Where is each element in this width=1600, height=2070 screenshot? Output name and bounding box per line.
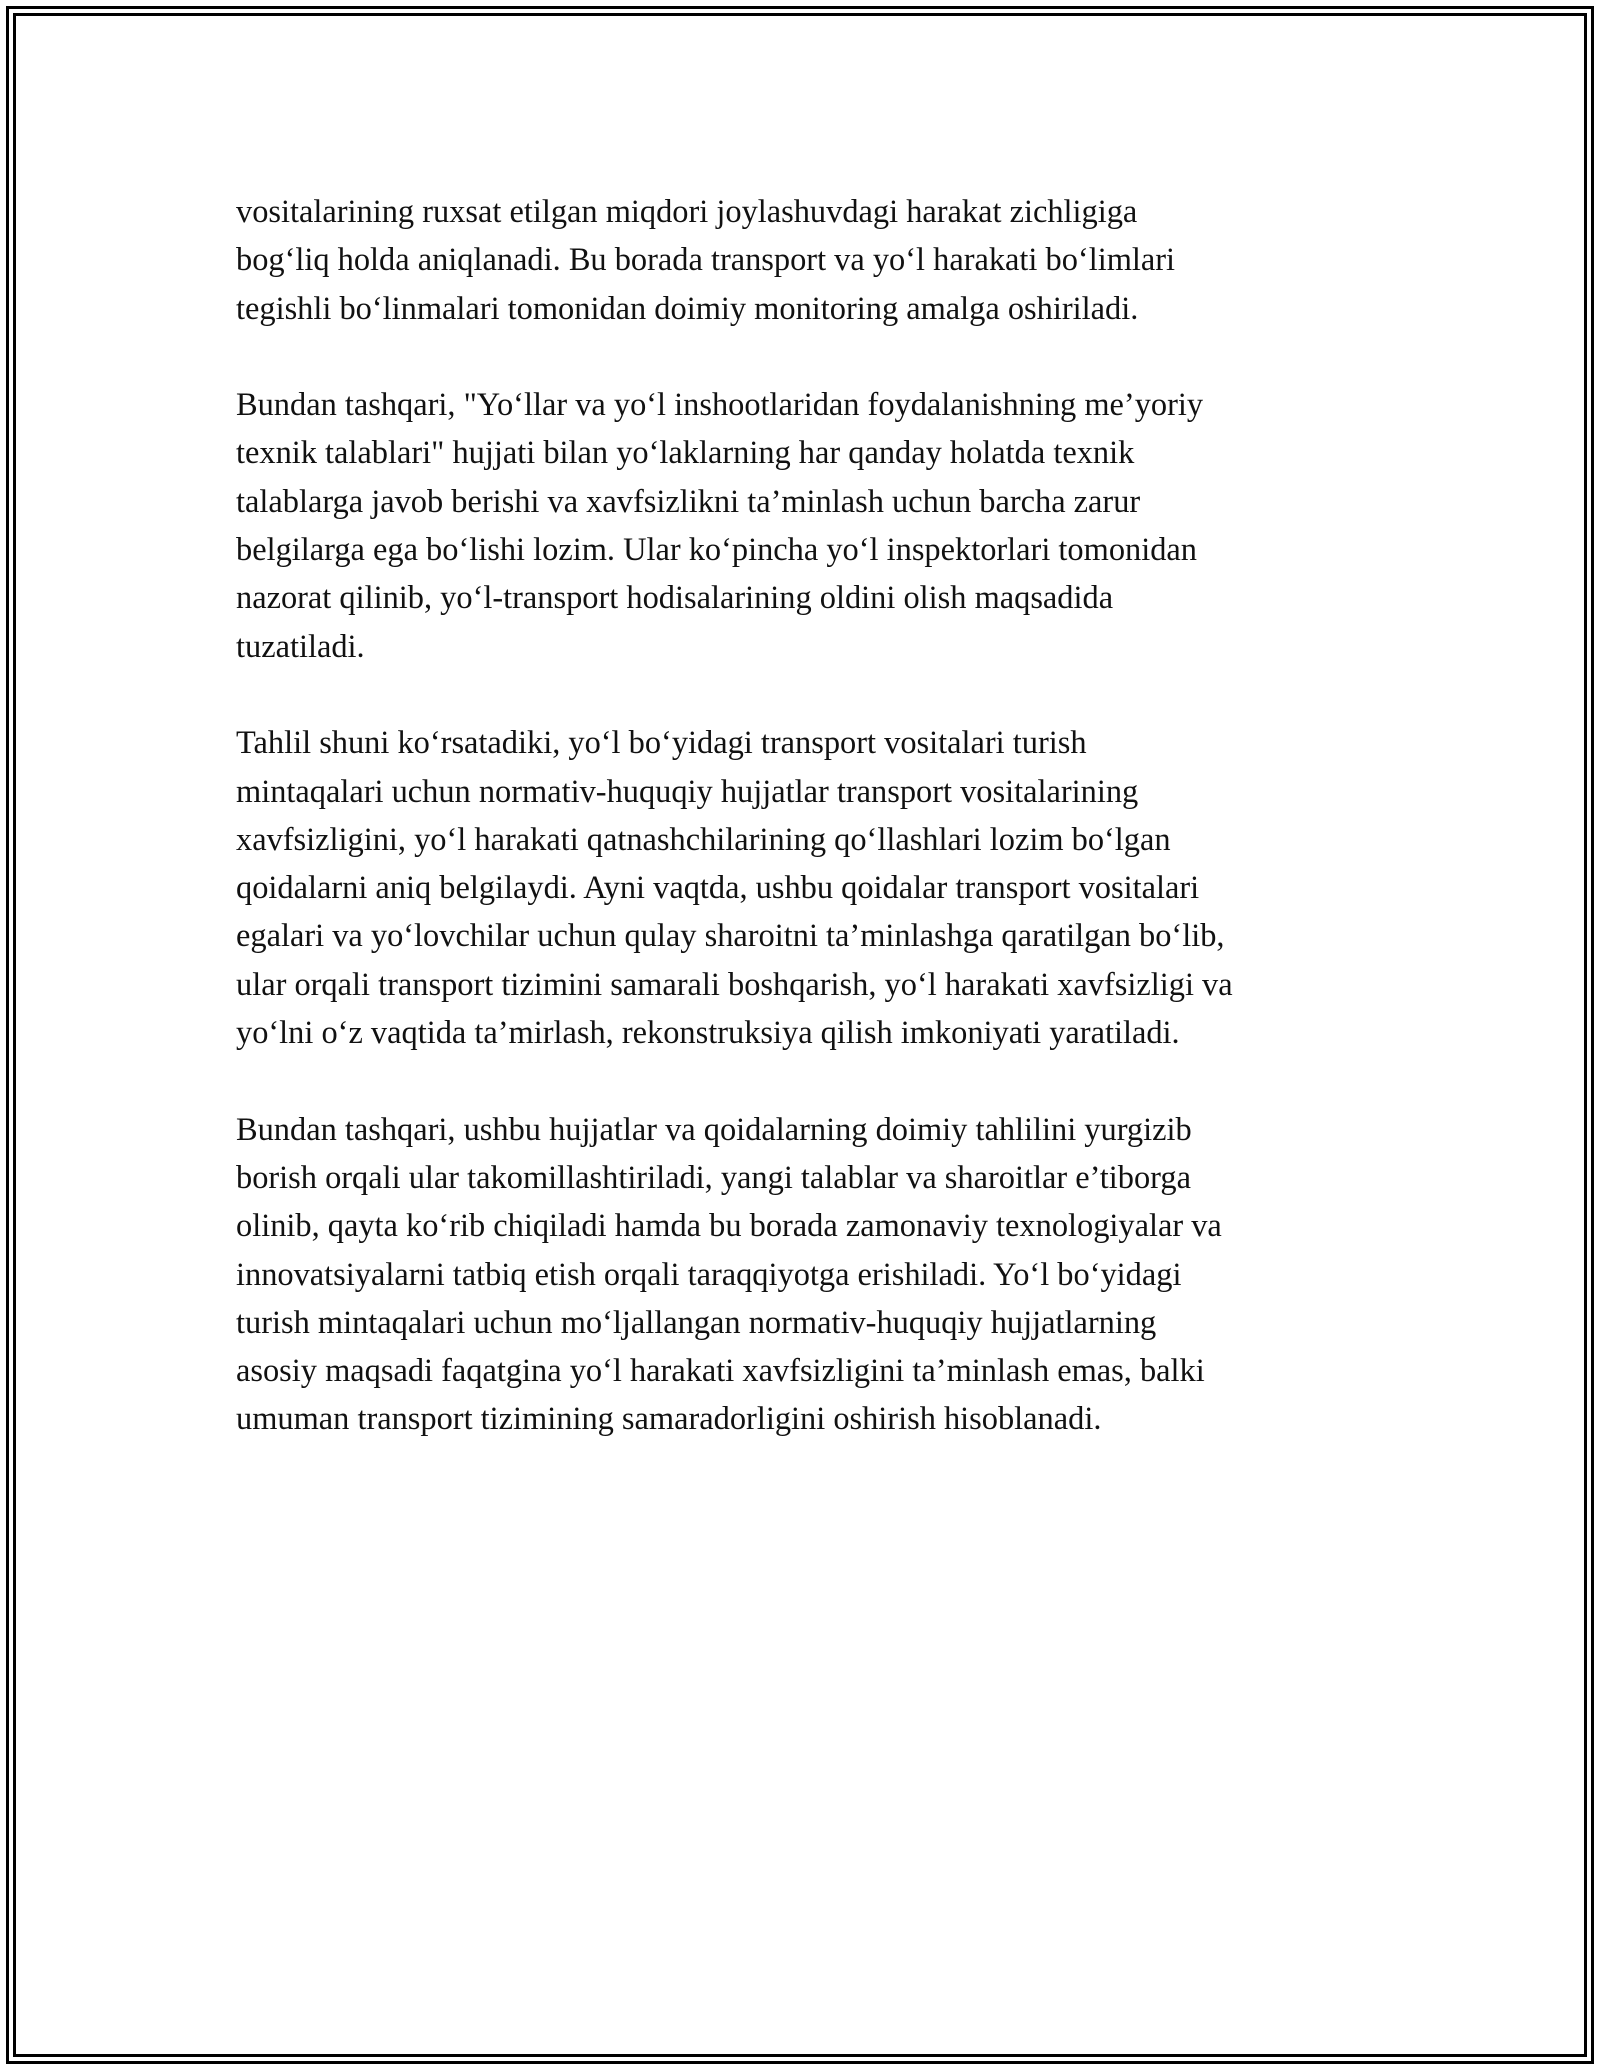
text-line: mintaqalari uchun normativ-huquqiy hujjatlar transport vositalarining [236, 773, 1139, 810]
paragraph-4 [236, 1106, 1396, 1444]
text-line: qoidalarni aniq belgilaydi. Ayni vaqtda, ushbu qoidalar transport vositalari [236, 870, 1200, 907]
text-line: texnik talablari" hujjati bilan yo‘laklarning har qanday holatda texnik [236, 435, 1135, 472]
text-line: talablarga javob berishi va xavfsizlikni ta’minlash uchun barcha zarur [236, 483, 1141, 520]
paragraph-3 [236, 719, 1396, 1057]
text-line: asosiy maqsadi faqatgina yo‘l harakati xavfsizligini ta’minlash emas, balki [236, 1353, 1205, 1390]
text-line: olinib, qayta ko‘rib chiqiladi hamda bu borada zamonaviy texnologiyalar va [236, 1208, 1222, 1245]
text-line: xavfsizligini, yo‘l harakati qatnashchilarining qo‘llashlari lozim bo‘lgan [236, 821, 1171, 858]
text-line: Bundan tashqari, "Yo‘llar va yo‘l inshootlaridan foydalanishning me’yoriy [236, 387, 1204, 424]
text-line: yo‘lni o‘z vaqtida ta’mirlash, rekonstruksiya qilish imkoniyati yaratiladi. [236, 1015, 1180, 1052]
text-line: turish mintaqalari uchun mo‘ljallangan normativ-huquqiy hujjatlarning [236, 1304, 1157, 1341]
text-line: belgilarga ega bo‘lishi lozim. Ular ko‘pincha yo‘l inspektorlari tomonidan [236, 532, 1197, 569]
text-line: innovatsiyalarni tatbiq etish orqali taraqqiyotga erishiladi. Yo‘l bo‘yidagi [236, 1256, 1182, 1293]
text-line: egalari va yo‘lovchilar uchun qulay sharoitni ta’minlashga qaratilgan bo‘lib, [236, 918, 1225, 955]
text-line: bog‘liq holda aniqlanadi. Bu borada transport va yo‘l harakati bo‘limlari [236, 242, 1176, 279]
paragraph-2 [236, 381, 1396, 671]
text-line: vositalarining ruxsat etilgan miqdori joylashuvdagi harakat zichligiga [236, 194, 1138, 230]
text-line: borish orqali ular takomillashtiriladi, yangi talablar va sharoitlar e’tiborga [236, 1159, 1191, 1196]
text-line: umuman transport tizimining samaradorligini oshirish hisoblanadi. [236, 1401, 1102, 1438]
text-line: ular orqali transport tizimini samarali boshqarish, yo‘l harakati xavfsizligi va [236, 966, 1233, 1003]
text-line: Tahlil shuni ko‘rsatadiki, yo‘l bo‘yidagi transport vositalari turish [236, 725, 1087, 762]
text-line: Bundan tashqari, ushbu hujjatlar va qoidalarning doimiy tahlilini yurgizib [236, 1111, 1192, 1148]
text-line: nazorat qilinib, yo‘l-transport hodisalarining oldini olish maqsadida [236, 580, 1114, 617]
paragraph-1 [236, 188, 1396, 333]
document-body [236, 188, 1396, 1492]
text-line: tegishli bo‘linmalari tomonidan doimiy monitoring amalga oshiriladi. [236, 290, 1139, 327]
text-line: tuzatiladi. [236, 628, 365, 665]
